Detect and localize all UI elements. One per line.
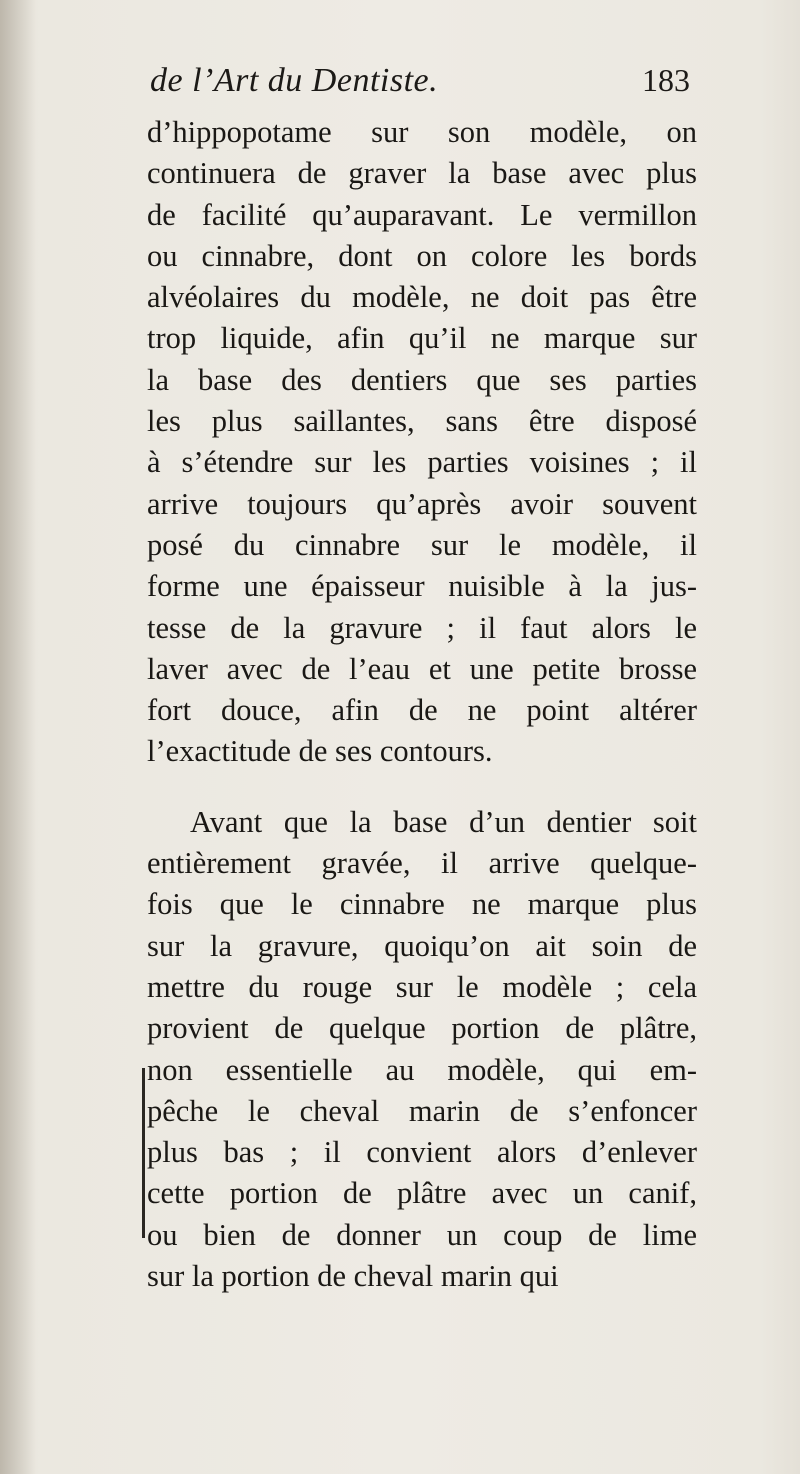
text-line: sur la portion de cheval marin qui — [147, 1259, 559, 1294]
text-line: sur la gravure, quoiqu’on ait soin de — [147, 928, 697, 963]
text-line: les plus saillantes, sans être disposé — [147, 404, 697, 439]
text-line: laver avec de l’eau et une petite brosse — [147, 651, 697, 686]
page-number: 183 — [642, 62, 690, 98]
text-line: cette portion de plâtre avec un canif, — [147, 1176, 697, 1211]
text-line: arrive toujours qu’après avoir souvent — [147, 486, 697, 521]
text-line: à s’étendre sur les parties voisines ; il — [147, 445, 697, 480]
text-line: fois que le cinnabre ne marque plus — [147, 887, 697, 922]
text-line: l’exactitude de ses contours. — [147, 734, 493, 769]
text-line: la base des dentiers que ses parties — [147, 362, 697, 397]
text-line: trop liquide, afin qu’il ne marque sur — [147, 321, 697, 356]
paragraph-1 — [147, 112, 697, 773]
text-line: ou bien de donner un coup de lime — [147, 1217, 697, 1252]
paragraph-2 — [147, 802, 697, 1298]
paragraph-spacer — [147, 773, 697, 802]
text-line: plus bas ; il convient alors d’enlever — [147, 1135, 697, 1170]
text-line: ou cinnabre, dont on colore les bords — [147, 238, 697, 273]
body-text — [147, 112, 697, 1297]
text-line: d’hippopotame sur son modèle, on — [147, 115, 697, 149]
margin-mark — [142, 1068, 145, 1238]
text-line: alvéolaires du modèle, ne doit pas être — [147, 280, 697, 315]
text-line: non essentielle au modèle, qui em- — [147, 1052, 697, 1087]
text-line: forme une épaisseur nuisible à la jus- — [147, 569, 697, 604]
text-line: pêche le cheval marin de s’enfoncer — [147, 1093, 697, 1128]
text-line: tesse de la gravure ; il faut alors le — [147, 610, 697, 645]
text-line: posé du cinnabre sur le modèle, il — [147, 527, 697, 562]
running-title: de l’Art du Dentiste. — [150, 62, 439, 99]
text-line: de facilité qu’auparavant. Le vermillon — [147, 197, 697, 232]
text-line: Avant que la base d’un dentier soit — [190, 804, 697, 839]
page-header — [150, 62, 690, 112]
gutter-shadow — [0, 0, 36, 1474]
text-line: fort douce, afin de ne point altérer — [147, 693, 697, 728]
text-line: continuera de graver la base avec plus — [147, 156, 697, 191]
text-line: mettre du rouge sur le modèle ; cela — [147, 969, 697, 1004]
text-line: entièrement gravée, il arrive quelque- — [147, 846, 697, 881]
text-line: provient de quelque portion de plâtre, — [147, 1011, 697, 1046]
